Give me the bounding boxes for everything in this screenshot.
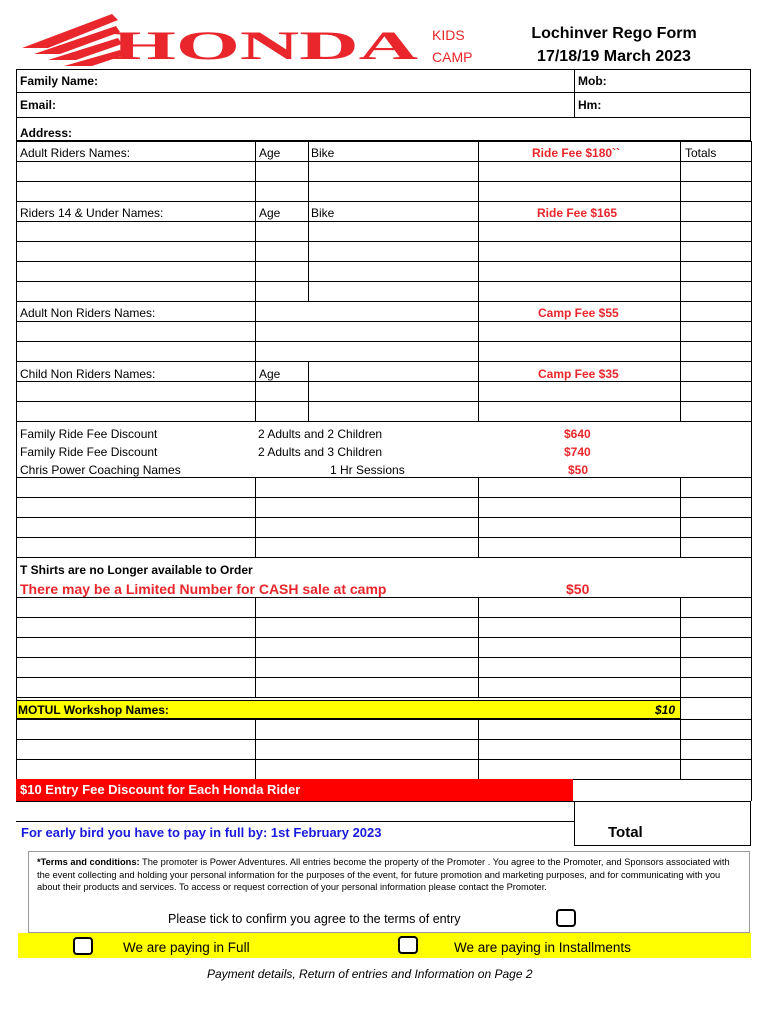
grid-rule (16, 677, 751, 678)
coaching-price: $50 (568, 463, 589, 477)
grid-rule (16, 221, 751, 222)
age-header: Age (259, 206, 281, 220)
discount-desc: 2 Adults and 2 Children (258, 427, 383, 441)
grid-rule (16, 161, 751, 162)
grid-rule (16, 301, 751, 302)
grid-rule (16, 739, 751, 740)
grid-rule (751, 141, 752, 801)
coaching-label: Chris Power Coaching Names (20, 463, 181, 477)
grid-rule (16, 401, 751, 402)
grid-rule (255, 477, 256, 557)
grid-rule (478, 719, 479, 779)
grid-rule (16, 637, 751, 638)
discount-price: $740 (564, 445, 591, 459)
entry-discount-bar (16, 779, 573, 801)
honda-wing-icon (22, 14, 122, 66)
grid-rule (16, 181, 751, 182)
child-camp-fee: Camp Fee $35 (538, 367, 619, 381)
grid-rule (16, 759, 751, 760)
adult-ride-fee: Ride Fee $180`` (532, 146, 621, 160)
discount-label: Family Ride Fee Discount (20, 427, 158, 441)
coaching-desc: 1 Hr Sessions (330, 463, 405, 477)
grid-rule (16, 617, 751, 618)
bike-header: Bike (311, 146, 335, 160)
grid-rule (16, 557, 751, 558)
grid-rule (16, 497, 751, 498)
kids-camp-label (432, 24, 472, 68)
grid-rule (308, 361, 309, 421)
total-label: Total (608, 824, 643, 841)
grid-rule (16, 381, 751, 382)
riders-u14-label: Riders 14 & Under Names: (20, 206, 164, 220)
grid-rule (16, 517, 751, 518)
adult-non-riders-label: Adult Non Riders Names: (20, 306, 156, 320)
grid-rule (680, 141, 681, 421)
grid-rule (16, 261, 751, 262)
title-line-1: Lochinver Rego Form (531, 25, 697, 42)
rule (16, 117, 751, 118)
tshirt-price: $50 (566, 581, 590, 597)
family-name-field[interactable]: Family Name: (20, 74, 99, 88)
grid-rule (16, 141, 17, 779)
grid-rule (680, 597, 681, 697)
grid-rule (16, 697, 751, 698)
grid-rule (478, 141, 479, 421)
discount-label: Family Ride Fee Discount (20, 445, 158, 459)
page-title (508, 22, 720, 68)
honda-logo (20, 14, 420, 66)
grid-rule (16, 597, 751, 598)
total-box[interactable] (574, 801, 751, 846)
pay-installments-label: We are paying in Installments (454, 940, 631, 955)
title-line-2: 17/18/19 March 2023 (537, 48, 691, 65)
grid-rule (16, 537, 751, 538)
honda-wordmark: HONDA (112, 23, 419, 66)
early-bird-note: For early bird you have to pay in full by: 1st February 2023 (21, 825, 382, 840)
grid-rule (16, 341, 751, 342)
rule (16, 821, 574, 822)
terms-checkbox[interactable] (556, 909, 576, 927)
pay-installments-checkbox[interactable] (398, 936, 418, 954)
address-field[interactable]: Address: (20, 126, 73, 140)
grid-rule (16, 421, 751, 422)
kids-line: KIDS (432, 27, 465, 43)
grid-rule (308, 201, 309, 301)
hm-field[interactable]: Hm: (578, 98, 602, 112)
contact-box (16, 69, 751, 141)
grid-rule (16, 321, 751, 322)
camp-line: CAMP (432, 49, 473, 65)
totals-header: Totals (685, 146, 717, 160)
grid-rule (16, 719, 751, 720)
email-field[interactable]: Email: (20, 98, 57, 112)
tshirts-label: T Shirts are no Longer available to Order (20, 563, 253, 577)
terms-body: The promoter is Power Adventures. All entries become the property of the Promoter . You agree to the Promoter, and Sponsors associated with the event collecting and holding your personal information for the purposes of the event, for future promotion and marketing purposes, and for communicating with you about their products and services. To access or request correction of your personal information please contact the Promoter. (37, 857, 730, 893)
discount-price: $640 (564, 427, 591, 441)
mob-field[interactable]: Mob: (578, 74, 607, 88)
grid-rule (680, 477, 681, 557)
grid-rule (16, 657, 751, 658)
grid-rule (16, 241, 751, 242)
grid-rule (16, 477, 751, 478)
child-non-riders-label: Child Non Riders Names: (20, 367, 156, 381)
grid-rule (308, 141, 309, 201)
entry-discount-text: $10 Entry Fee Discount for Each Honda Rider (20, 782, 301, 797)
grid-rule (255, 141, 256, 421)
age-header: Age (259, 146, 281, 160)
grid-rule (478, 477, 479, 557)
adult-camp-fee: Camp Fee $55 (538, 306, 619, 320)
terms-confirm-label: Please tick to confirm you agree to the terms of entry (168, 912, 461, 926)
pay-full-checkbox[interactable] (73, 937, 93, 955)
grid-rule (16, 201, 751, 202)
grid-rule (16, 361, 751, 362)
grid-rule (255, 719, 256, 779)
grid-rule (255, 597, 256, 697)
rule (16, 92, 751, 93)
grid-rule (478, 597, 479, 697)
cash-sale-note: There may be a Limited Number for CASH sale at camp (20, 581, 387, 597)
motul-label: MOTUL Workshop Names: (18, 703, 169, 717)
rule (574, 69, 575, 117)
pay-full-label: We are paying in Full (123, 940, 250, 955)
motul-price: $10 (655, 703, 676, 717)
bike-header: Bike (311, 206, 335, 220)
grid-rule (16, 281, 751, 282)
terms-heading: *Terms and conditions: (37, 857, 140, 867)
grid-rule (16, 141, 751, 142)
adult-riders-label: Adult Riders Names: (20, 146, 131, 160)
discount-desc: 2 Adults and 3 Children (258, 445, 383, 459)
footer-note: Payment details, Return of entries and Information on Page 2 (207, 967, 533, 981)
age-header: Age (259, 367, 281, 381)
u14-ride-fee: Ride Fee $165 (537, 206, 618, 220)
